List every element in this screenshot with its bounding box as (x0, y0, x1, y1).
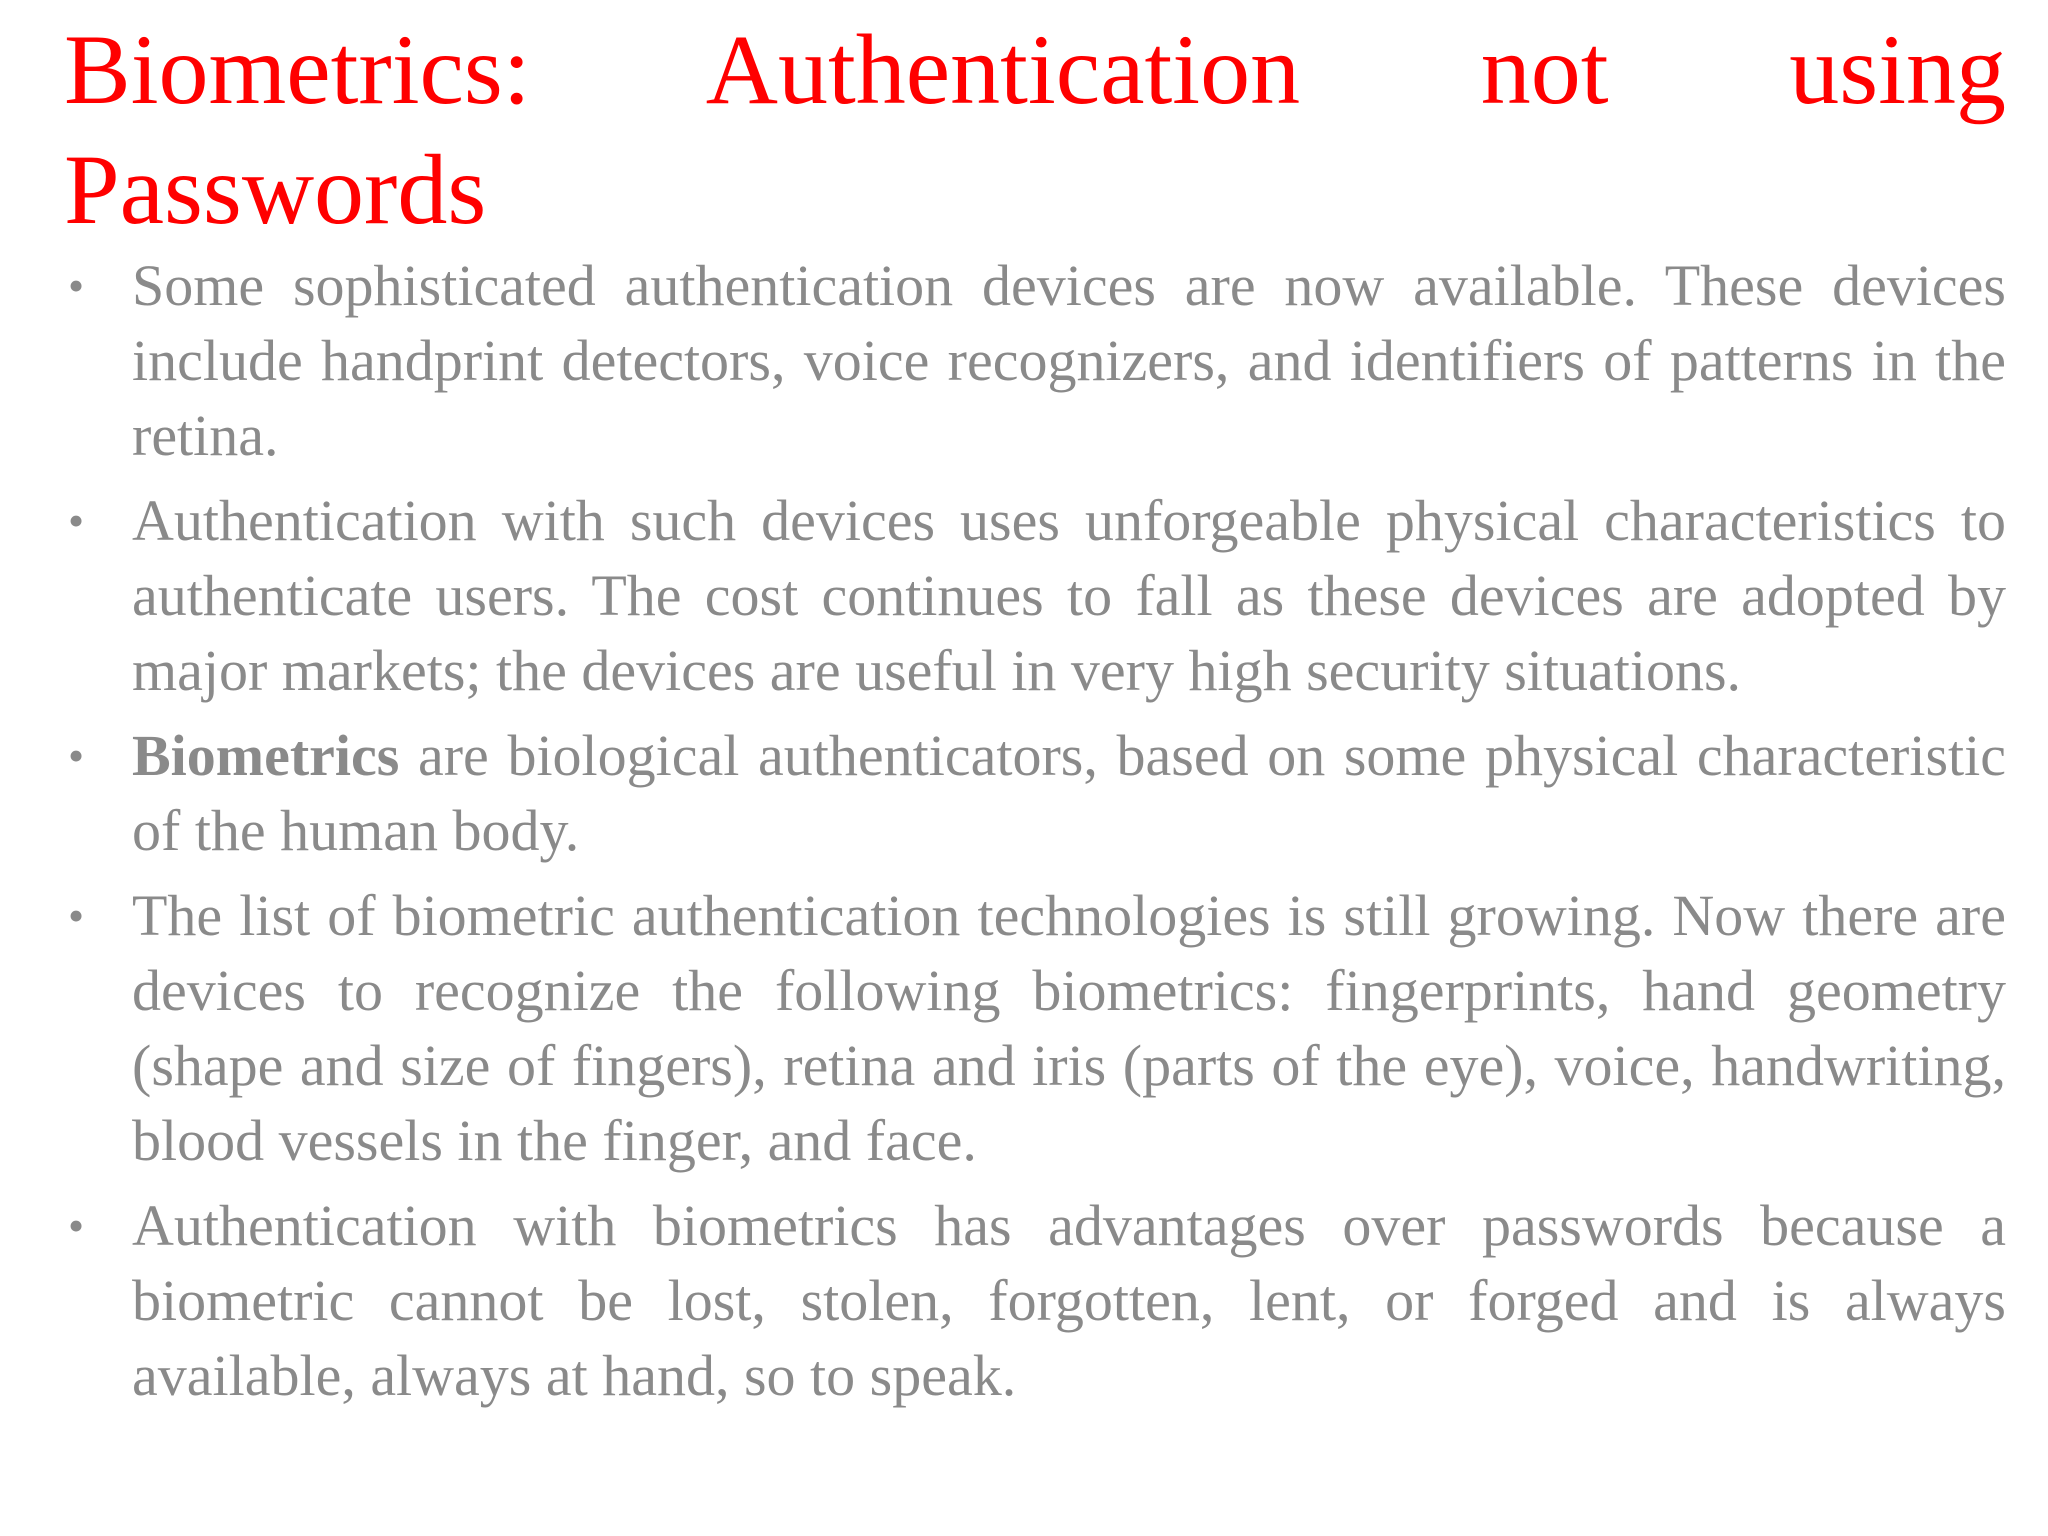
bullet-item (64, 878, 2006, 1178)
bullet-text: Authentication with such devices uses unforgeable physical characteristics to authenticate users. The cost continues to fall as these devices are adopted by major markets; the devices are useful in very high security situations. (132, 488, 2006, 703)
bullet-dot-icon: • (68, 890, 85, 941)
bullet-dot-icon: • (68, 260, 85, 311)
bullet-dot-icon: • (68, 730, 85, 781)
slide-title (64, 10, 2006, 250)
bullet-text: are biological authenticators, based on some physical characteristic of the human body. (132, 723, 2006, 863)
bullet-item (64, 483, 2006, 708)
bullet-list (64, 248, 2006, 1423)
bullet-text: Some sophisticated authentication devices are now available. These devices include handprint detectors, voice recognizers, and identifiers of patterns in the retina. (132, 253, 2006, 468)
slide-title-line-2: Passwords (64, 134, 487, 245)
bullet-text: The list of biometric authentication technologies is still growing. Now there are devices to recognize the following biometrics: fingerprints, hand geometry (shape and size of fingers), retina and iris (parts of the eye), voice, handwriting, blood vessels in the finger, and face. (132, 883, 2006, 1173)
bullet-dot-icon: • (68, 1200, 85, 1251)
bullet-dot-icon: • (68, 495, 85, 546)
bullet-bold-term: Biometrics (132, 723, 400, 788)
bullet-item (64, 1188, 2006, 1413)
slide-title-line-1: Biometrics: Authentication not using (64, 14, 2006, 125)
bullet-item (64, 718, 2006, 868)
bullet-text: Authentication with biometrics has advantages over passwords because a biometric cannot be lost, stolen, forgotten, lent, or forged and is always available, always at hand, so to speak. (132, 1193, 2006, 1408)
bullet-item (64, 248, 2006, 473)
